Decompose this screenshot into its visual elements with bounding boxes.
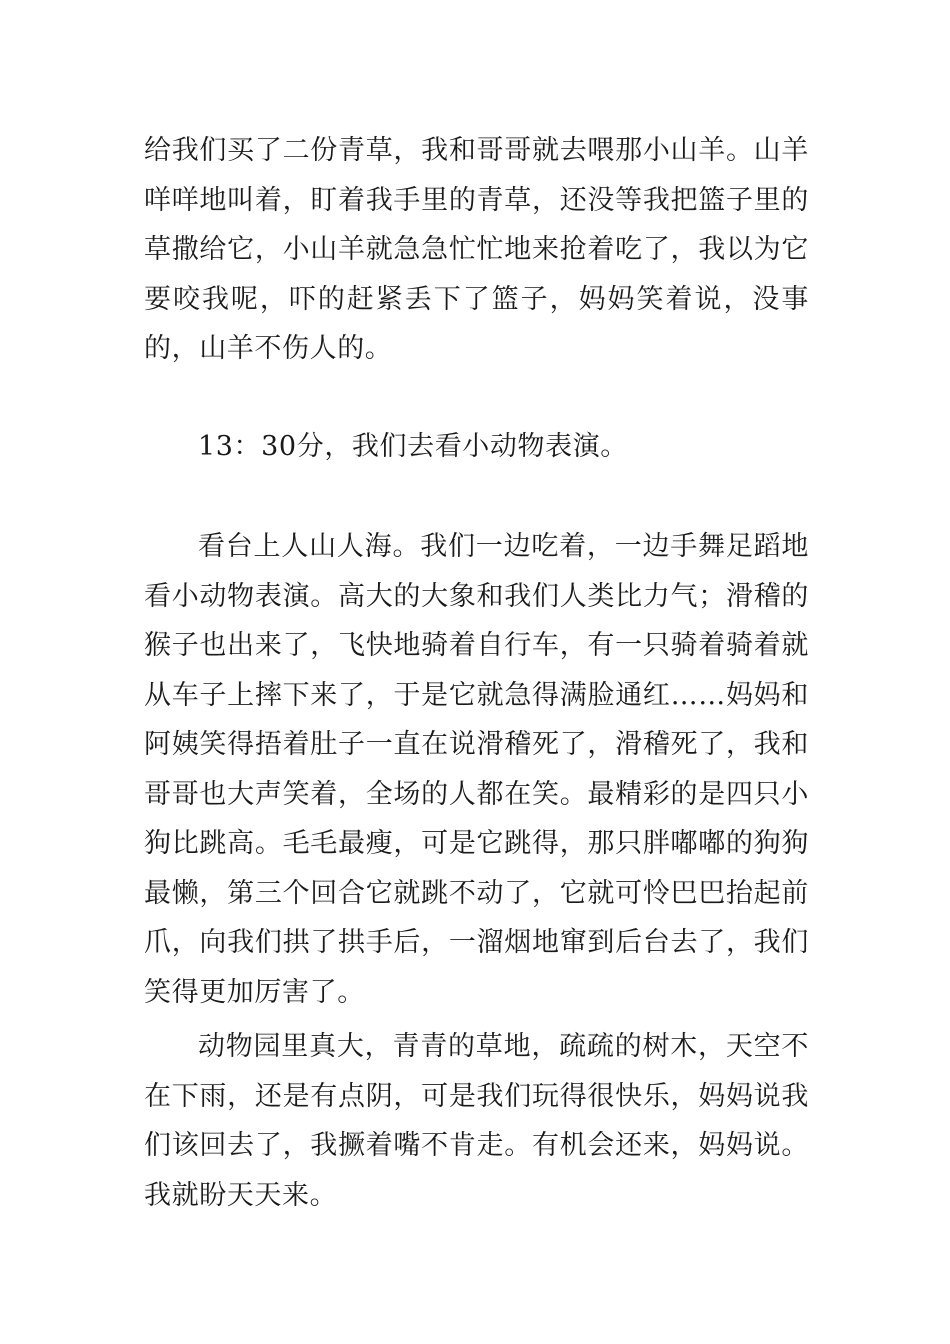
paragraph-time: 13：30分，我们去看小动物表演。 <box>198 431 628 462</box>
paragraph-conclusion: 动物园里真大，青青的草地，疏疏的树木，天空不在下雨，还是有点阴，可是我们玩得很快乐，妈妈说我们该回去了，我撅着嘴不肯走。有机会还来，妈妈说。我就盼天天来。 <box>144 1031 809 1211</box>
paragraph-continuation: 给我们买了二份青草，我和哥哥就去喂那小山羊。山羊咩咩地叫着，盯着我手里的青草，还没等我把篮子里的草撒给它，小山羊就急急忙忙地来抢着吃了，我以为它要咬我呢，吓的赶紧丢下了篮子，妈妈笑着说，没事的，山羊不伤人的。 <box>144 135 809 364</box>
paragraph-animal-show: 看台上人山人海。我们一边吃着，一边手舞足蹈地看小动物表演。高大的大象和我们人类比力气；滑稽的猴子也出来了，飞快地骑着自行车，有一只骑着骑着就从车子上摔下来了，于是它就急得满脸通红……妈妈和阿姨笑得捂着肚子一直在说滑稽死了，滑稽死了，我和哥哥也大声笑着，全场的人都在笑。最精彩的是四只小狗比跳高。毛毛最瘦，可是它跳得，那只胖嘟嘟的狗狗最懒，第三个回合它就跳不动了，它就可怜巴巴抬起前爪，向我们拱了拱手后，一溜烟地窜到后台去了，我们笑得更加厉害了。 <box>144 531 809 1008</box>
